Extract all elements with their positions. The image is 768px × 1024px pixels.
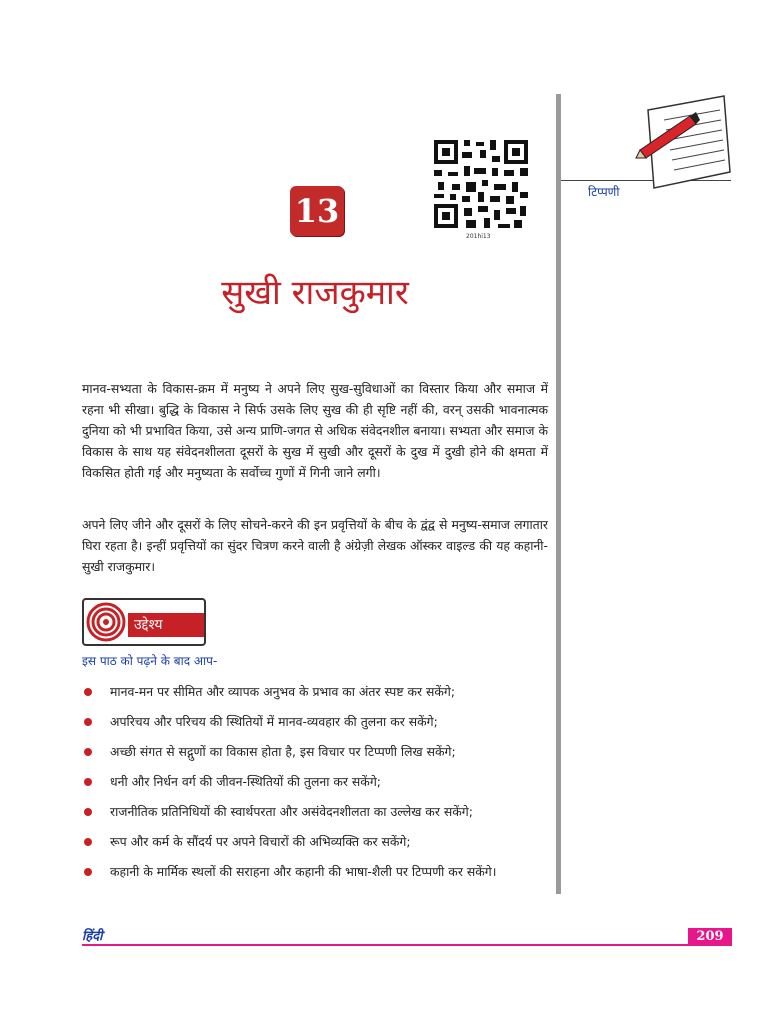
- list-item: राजनीतिक प्रतिनिधियों की स्वार्थपरता और असंवेदनशीलता का उल्लेख कर सकेंगे;: [82, 802, 552, 822]
- list-item: रूप और कर्म के सौंदर्य पर अपने विचारों की अभिव्यक्ति कर सकेंगे;: [82, 832, 552, 852]
- qr-code-id: 201hi13: [466, 233, 491, 240]
- objectives-list: [82, 682, 552, 892]
- footer-rule: [82, 944, 732, 946]
- objectives-intro: इस पाठ को पढ़ने के बाद आप-: [82, 654, 218, 668]
- intro-paragraph-1: मानव-सभ्यता के विकास-क्रम में मनुष्य ने अपने लिए सुख-सुविधाओं का विस्तार किया और समाज में रहना भी सीखा। बुद्धि के विकास ने सिर्फ उसके लिए सुख की ही सृष्टि नहीं की, वरन् उसकी भावनात्मक दुनिया को भी प्रभावित किया, उसे अन्य प्राणि-जगत से अधिक संवेदनशील बनाया। सभ्यता और समाज के विकास के साथ यह संवेदनशीलता दूसरों के सुख में सुखी और दूसरों के दुख में दुखी होने की क्षमता में विकसित होती गई और मनुष्यता के सर्वोच्च गुणों में गिनी जाने लगी।: [82, 381, 548, 480]
- list-item: अच्छी संगत से सद्गुणों का विकास होता है, इस विचार पर टिप्पणी लिख सकेंगे;: [82, 742, 552, 762]
- margin-note-label: टिप्पणी: [588, 185, 620, 199]
- list-item: मानव-मन पर सीमित और व्यापक अनुभव के प्रभाव का अंतर स्पष्ट कर सकेंगे;: [82, 682, 552, 702]
- footer-subject: हिंदी: [82, 929, 103, 944]
- qr-code-icon: [432, 138, 530, 230]
- bullet-icon: [84, 838, 92, 846]
- bullet-icon: [84, 688, 92, 696]
- bullet-icon: [84, 778, 92, 786]
- notepad-pencil-icon: [632, 92, 732, 190]
- list-item: अपरिचय और परिचय की स्थितियों में मानव-व्यवहार की तुलना कर सकेंगे;: [82, 712, 552, 732]
- margin-rule: [556, 94, 561, 894]
- intro-paragraph-2: अपने लिए जीने और दूसरों के लिए सोचने-करने की इन प्रवृत्तियों के बीच के द्वंद्व से मनुष्य-समाज लगातार घिरा रहता है। इन्हीं प्रवृत्तियों का सुंदर चित्रण करने वाली है अंग्रेज़ी लेखक ऑस्कर वाइल्ड की यह कहानी-सुखी राजकुमार।: [82, 517, 548, 574]
- list-item: धनी और निर्धन वर्ग की जीवन-स्थितियों की तुलना कर सकेंगे;: [82, 772, 552, 792]
- page-number: 209: [688, 928, 732, 946]
- chapter-title: सुखी राजकुमार: [221, 273, 409, 313]
- bullet-icon: [84, 808, 92, 816]
- bullet-icon: [84, 718, 92, 726]
- bullet-icon: [84, 748, 92, 756]
- list-item: कहानी के मार्मिक स्थलों की सराहना और कहानी की भाषा-शैली पर टिप्पणी कर सकेंगे।: [82, 862, 552, 882]
- target-icon: [86, 602, 126, 642]
- bullet-icon: [84, 868, 92, 876]
- objectives-heading: उद्देश्य: [128, 613, 204, 637]
- chapter-number: 13: [290, 186, 344, 236]
